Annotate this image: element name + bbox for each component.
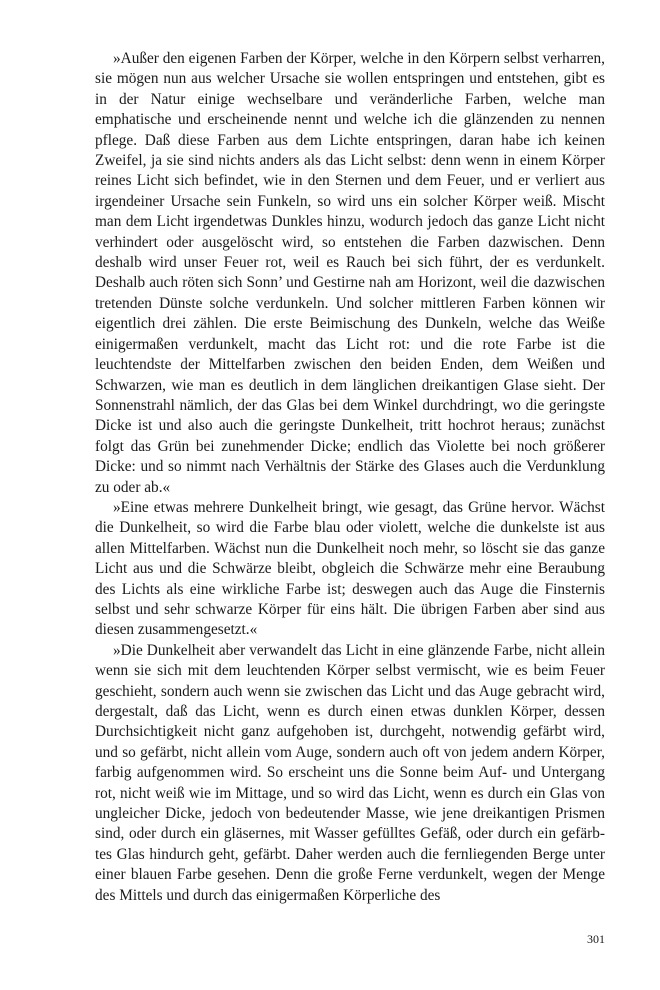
paragraph-3: »Die Dunkelheit aber verwandelt das Licht in eine glänzende Farbe, nicht allein wenn sie sich mit dem leuchtenden Körper selbst vermischt, wie es beim Feuer geschieht, sondern auch wenn sie zwischen das Licht und das Auge gebracht wird, dergestalt, daß das Licht, wenn es durch einen etwas dunklen Körper, dessen Durchsichtigkeit nicht ganz aufgehoben ist, durchgeht, notwendig gefärbt wird, und so gefärbt, nicht allein vom Auge, sondern auch oft von jedem andern Körper, farbig aufgenommen wird. So erscheint uns die Sonne beim Auf- und Untergang rot, nicht weiß wie im Mittage, und so wird das Licht, wenn es durch ein Glas von ungleicher Dicke, jedoch von bedeutender Masse, wie jene dreikantigen Prismen sind, oder durch ein gläsernes, mit Wasser gefülltes Gefäß, oder durch ein gefärbtes Glas hindurch geht, gefärbt. Daher werden auch die fernliegenden Berge unter einer blauen Farbe gesehen. Denn die große Ferne verdunkelt, wegen der Menge des Mittels und durch das einigermaßen Körperliche des: [95, 641, 605, 904]
paragraph-1: »Außer den eigenen Farben der Körper, welche in den Körpern selbst verharren, sie mögen nun aus welcher Ursache sie wollen entspringen und entstehen, gibt es in der Natur einige wechselbare und veränderliche Farben, welche man emphatische und erscheinende nennt und welche ich die glänzenden zu nennen pflege. Daß diese Farben aus dem Lichte entspringen, daran habe ich keinen Zweifel, ja sie sind nichts anders als das Licht selbst: denn wenn in einem Körper reines Licht sich befindet, wie in den Sternen und dem Feuer, und er verliert aus irgendeiner Ursache sein Funkeln, so wird uns ein solcher Körper weiß. Mischt man dem Licht irgendetwas Dunkles hinzu, wodurch jedoch das ganze Licht nicht verhindert oder ausgelöscht wird, so entstehen die Farben dazwischen. Denn deshalb wird unser Feuer rot, weil es Rauch bei sich führt, der es verdunkelt. Deshalb auch röten sich Sonn’ und Gestirne nah am Horizont, weil die dazwischen tretenden Dünste solche verdunkeln. Und solcher mittleren Farben können wir eigentlich drei zählen. Die erste Beimischung des Dunkeln, welche das Weiße einigermaßen verdunkelt, macht das Licht rot: und die rote Farbe ist die leuchtendste der Mittelfarben zwischen den beiden Enden, dem Weißen und Schwarzen, wie man es deutlich in dem länglichen dreikantigen Glase sieht. Der Sonnenstrahl nämlich, der das Glas bei dem Winkel durchdringt, wo die geringste Dicke ist und also auch die geringste Dunkelheit, tritt hochrot heraus; zunächst folgt das Grün bei zunehmender Dicke; endlich das Violette bei noch größerer Dicke: und so nimmt nach Verhältnis der Stärke des Glases auch die Verdunklung zu oder ab.«: [95, 50, 605, 496]
body-text: [95, 49, 605, 906]
paragraph-2: »Eine etwas mehrere Dunkelheit bringt, wie gesagt, das Grüne hervor. Wächst die Dunkelheit, so wird die Farbe blau oder violett, welche die dunkelste ist aus allen Mittelfarben. Wächst nun die Dunkelheit noch mehr, so löscht sie das ganze Licht aus und die Schwärze bleibt, obgleich die Schwärze mehr eine Beraubung des Lichts als eine wirkliche Farbe ist; deswegen auch das Auge die Finsternis selbst und sehr schwarze Körper für eins hält. Die übrigen Farben aber sind aus diesen zusammengesetzt.«: [95, 498, 605, 639]
page-number: 301: [587, 932, 605, 946]
